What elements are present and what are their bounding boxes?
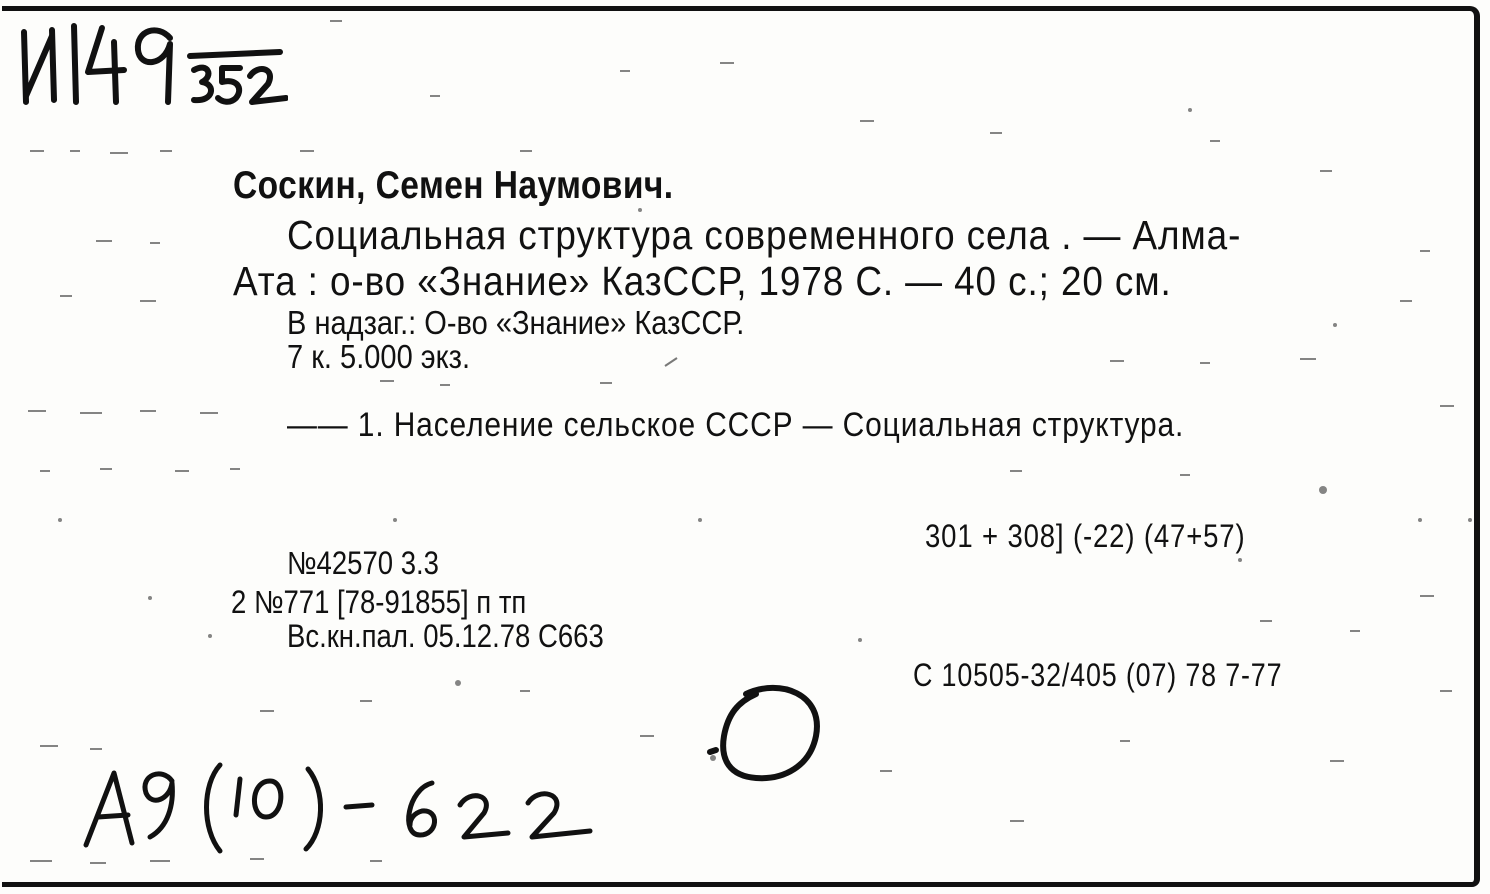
title-line-2: Ата : о-во «Знание» КазССР, 1978 С. — 40 с.; 20 см. <box>233 258 1172 304</box>
publication-code: С 10505-32/405 (07) 78 7-77 <box>913 657 1283 693</box>
author-heading: Соскин, Семен Наумович. <box>233 164 674 207</box>
record-number-line-3: Вс.кн.пал. 05.12.78 С663 <box>287 618 604 654</box>
handwritten-accession-number <box>18 14 288 114</box>
subject-heading: —— 1. Население сельское СССР — Социальная структура. <box>287 406 1185 444</box>
classification-index: 301 + 308] (-22) (47+57) <box>925 518 1246 554</box>
record-number-line-2: 2 №771 [78-91855] п тп <box>231 584 527 620</box>
record-number-line-1: №42570 3.3 <box>287 545 439 581</box>
note-line-2: 7 к. 5.000 экз. <box>287 338 471 375</box>
title-line-1: Социальная структура современного села . — Алма- <box>287 212 1242 258</box>
handwritten-circle-mark <box>700 680 830 800</box>
note-line-1: В надзаг.: О-во «Знание» КазССР. <box>287 304 745 341</box>
handwritten-shelf-mark <box>80 745 610 855</box>
